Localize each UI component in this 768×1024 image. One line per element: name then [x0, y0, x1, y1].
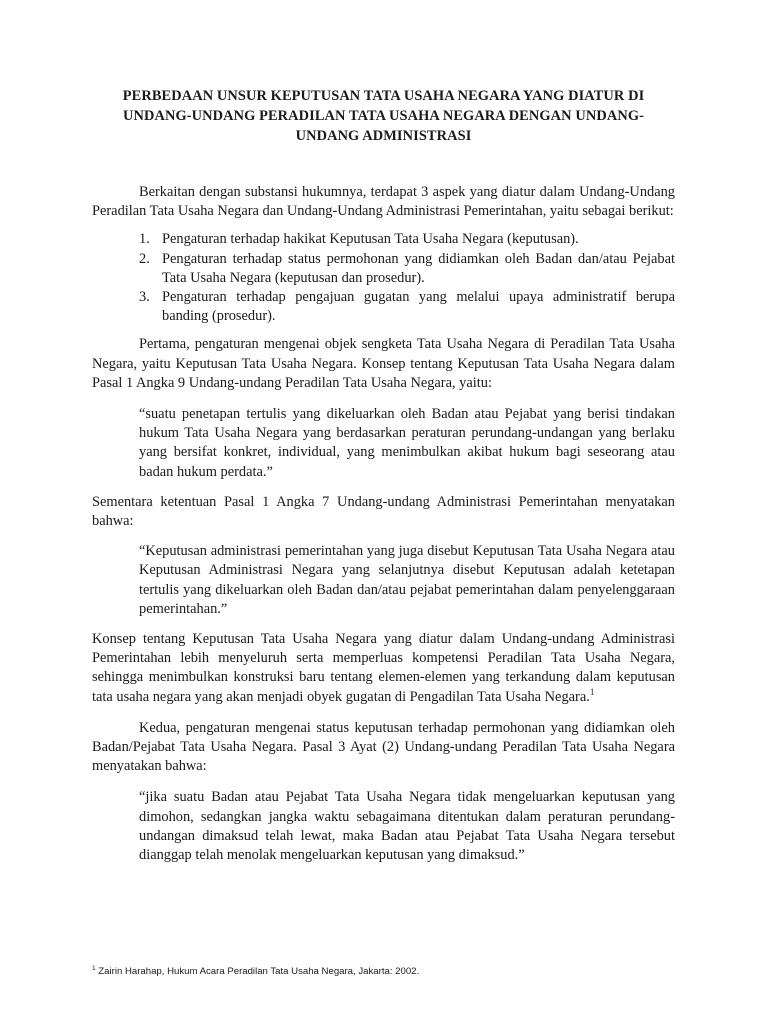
list-item-number: 3. — [139, 289, 150, 306]
footnote — [92, 966, 675, 978]
quote-pasal-1-angka-9: “suatu penetapan tertulis yang dikeluarkan oleh Badan atau Pejabat yang berisi tindakan hukum Tata Usaha Negara yang berdasarkan peraturan perundang-undangan yang berlaku yang bersifat konkret, individual, yang menimbulkan akibat hukum bagi seseorang atau badan hukum perdata.” — [139, 406, 675, 480]
list-item-text: Pengaturan terhadap status permohonan yang didiamkan oleh Badan dan/atau Pejabat Tata Usaha Negara (keputusan dan prosedur). — [162, 250, 675, 286]
list-item-number: 1. — [139, 231, 150, 248]
quote-pasal-3-ayat-2: “jika suatu Badan atau Pejabat Tata Usaha Negara tidak mengeluarkan keputusan yang dimohon, sedangkan jangka waktu sebagaimana ditentukan dalam peraturan perundang-undangan dimaksud telah lewat, maka Badan atau Pejabat Tata Usaha Negara tersebut dianggap telah menolak mengeluarkan keputusan yang dimaksud.” — [139, 789, 675, 864]
list-item-number: 2. — [139, 250, 150, 267]
footnote-number: 1 — [92, 964, 96, 972]
aspect-list — [92, 230, 675, 326]
document-title: PERBEDAAN UNSUR KEPUTUSAN TATA USAHA NEGARA YANG DIATUR DI UNDANG-UNDANG PERADILAN TATA USAHA NEGARA DENGAN UNDANG-UNDANG ADMINISTRASI — [122, 88, 645, 144]
footnote-text: Zairin Harahap, Hukum Acara Peradilan Tata Usaha Negara, Jakarta: 2002. — [98, 966, 420, 977]
paragraph-konsep-text: Konsep tentang Keputusan Tata Usaha Negara yang diatur dalam Undang-undang Administrasi Pemerintahan lebih menyeluruh serta memperluas kompetensi Peradilan Tata Usaha Negara, sehingga menimbulkan konstruksi baru tentang elemen-elemen yang terkandung dalam keputusan tata usaha negara yang akan menjadi obyek gugatan di Pengadilan Tata Usaha Negara. — [92, 631, 675, 705]
list-item — [92, 230, 675, 249]
paragraph-konsep — [92, 630, 675, 707]
intro-paragraph: Berkaitan dengan substansi hukumnya, terdapat 3 aspek yang diatur dalam Undang-Undang Peradilan Tata Usaha Negara dan Undang-Undang Administrasi Pemerintahan, yaitu sebagai berikut: — [92, 184, 675, 220]
list-item — [92, 288, 675, 326]
list-item — [92, 250, 675, 288]
footnote-reference[interactable]: 1 — [589, 686, 595, 697]
paragraph-sementara: Sementara ketentuan Pasal 1 Angka 7 Undang-undang Administrasi Pemerintahan menyatakan bahwa: — [92, 493, 675, 530]
paragraph-pertama: Pertama, pengaturan mengenai objek sengketa Tata Usaha Negara di Peradilan Tata Usaha Negara, yaitu Keputusan Tata Usaha Negara. Konsep tentang Keputusan Tata Usaha Negara dalam Pasal 1 Angka 9 Undang-undang Peradilan Tata Usaha Negara, yaitu: — [92, 336, 675, 391]
quote-pasal-1-angka-7: “Keputusan administrasi pemerintahan yang juga disebut Keputusan Tata Usaha Negara atau Keputusan Administrasi Negara yang selanjutnya disebut Keputusan adalah ketetapan tertulis yang dikeluarkan oleh Badan dan/atau pejabat pemerintahan dalam penyelenggaraan pemerintahan.” — [139, 543, 675, 617]
paragraph-kedua: Kedua, pengaturan mengenai status keputusan terhadap permohonan yang didiamkan oleh Badan/Pejabat Tata Usaha Negara. Pasal 3 Ayat (2) Undang-undang Peradilan Tata Usaha Negara menyatakan bahwa: — [92, 719, 675, 775]
list-item-text: Pengaturan terhadap pengajuan gugatan yang melalui upaya administratif berupa banding (prosedur). — [162, 289, 675, 325]
document-page — [92, 86, 675, 865]
list-item-text: Pengaturan terhadap hakikat Keputusan Tata Usaha Negara (keputusan). — [162, 231, 579, 248]
